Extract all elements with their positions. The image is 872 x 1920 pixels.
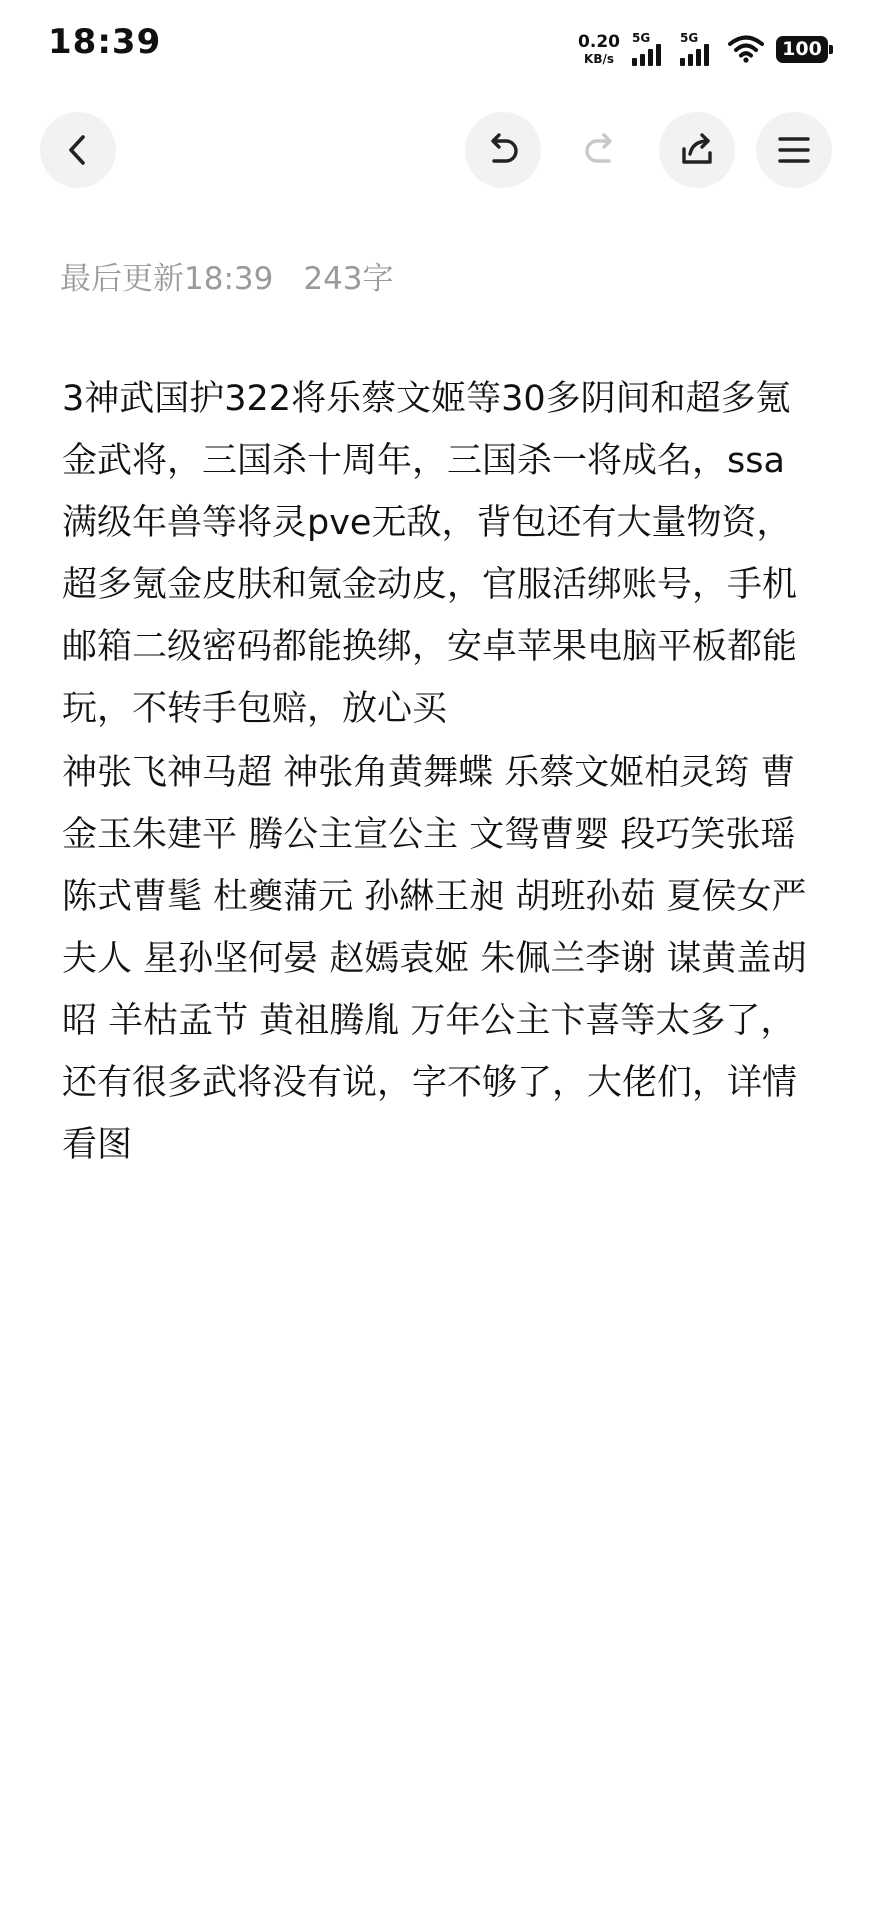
share-button[interactable] (659, 112, 735, 188)
menu-button[interactable] (756, 112, 832, 188)
status-bar (0, 0, 872, 96)
share-icon (676, 129, 718, 171)
signal-2-label: 5G (680, 31, 699, 45)
signal-2-icon (680, 32, 716, 66)
battery-icon (776, 36, 828, 63)
last-updated: 最后更新18:39 (60, 261, 274, 297)
signal-1-icon (632, 32, 668, 66)
network-speed (578, 31, 620, 66)
note-body[interactable] (62, 368, 817, 1176)
redo-icon (579, 129, 621, 171)
note-meta (60, 253, 394, 298)
wifi-icon (728, 35, 764, 63)
undo-button[interactable] (465, 112, 541, 188)
network-speed-unit: KB/s (584, 51, 615, 66)
chevron-left-icon (60, 132, 96, 168)
network-speed-value: 0.20 (578, 31, 620, 52)
note-paragraph: 神张飞神马超 神张角黄舞蝶 乐蔡文姬柏灵筠 曹金玉朱建平 腾公主宣公主 文鸳曹婴 段巧笑张瑶 陈式曹髦 杜夔蒲元 孙綝王昶 胡班孙茹 夏侯女严夫人 星孙坚何晏 赵嫣袁姬 朱佩兰李谢 谋黄盖胡昭 羊枯孟节 黄祖腾胤 万年公主卞喜等太多了，还有很多武将没有说，字不够了，大佬们，详情看图 (62, 753, 807, 1165)
back-button[interactable] (40, 112, 116, 188)
note-paragraph: 3神武国护322将乐蔡文姬等30多阴间和超多氪金武将，三国杀十周年，三国杀一将成名，ssa满级年兽等将灵pve无敌，背包还有大量物资，超多氪金皮肤和氪金动皮，官服活绑账号，手机邮箱二级密码都能换绑，安卓苹果电脑平板都能玩，不转手包赔，放心买 (62, 379, 798, 729)
redo-button[interactable] (562, 112, 638, 188)
undo-icon (482, 129, 524, 171)
battery-level: 100 (782, 37, 822, 60)
status-time: 18:39 (48, 22, 162, 62)
word-count: 243字 (303, 261, 394, 297)
menu-icon (774, 130, 814, 170)
status-icons (578, 26, 828, 72)
signal-1-label: 5G (632, 31, 651, 45)
